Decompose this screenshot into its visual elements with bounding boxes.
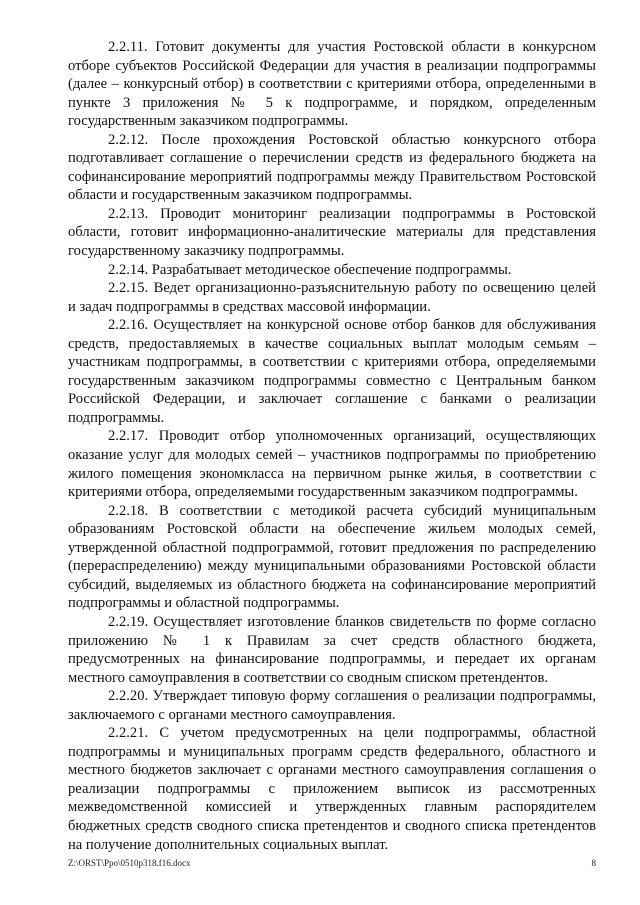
document-body — [68, 38, 596, 854]
paragraph-2-2-21: 2.2.21. С учетом предусмотренных на цели подпрограммы, областной подпрограммы и муниципальных программ средств федерального, областного и местного бюджетов заключает с органами местного самоуправления соглашения о реализации подпрограммы с приложением выписок из рассмотренных межведомственной комиссией и утвержденных главным распорядителем бюджетных средств сводного списка претендентов и сводного списка претендентов на получение дополнительных социальных выплат. — [68, 725, 596, 853]
paragraph-2-2-18: 2.2.18. В соответствии с методикой расчета субсидий муниципальным образованиям Ростовской области на обеспечение жильем молодых семей, утвержденной областной подпрограммой, готовит предложения по распределению (перераспределению) между муниципальными образованиями Ростовской области субсидий, выделяемых из областного бюджета на софинансирование мероприятий подпрограммы и областной подпрограммы. — [68, 502, 596, 612]
paragraph-2-2-12: 2.2.12. После прохождения Ростовской областью конкурсного отбора подготавливает соглашение о перечислении средств из федерального бюджета на софинансирование мероприятий подпрограммы между Правительством Ростовской области и государственным заказчиком подпрограммы. — [68, 131, 596, 204]
paragraph-2-2-11: 2.2.11. Готовит документы для участия Ростовской области в конкурсном отборе субъектов Российской Федерации для участия в реализации подпрограммы (далее – конкурсный отбор) в соответствии с критериями отбора, определенными в пункте 3 приложения № 5 к подпрограмме, и порядком, определенным государственным заказчиком подпрограммы. — [68, 39, 596, 130]
paragraph-2-2-16: 2.2.16. Осуществляет на конкурсной основе отбор банков для обслуживания средств, предоставляемых в качестве социальных выплат молодым семьям – участникам подпрограммы, в соответствии с критериями отбора, определяемыми государственным заказчиком подпрограммы совместно с Центральным банком Российской Федерации, и заключает соглашение с банками о реализации подпрограммы. — [68, 317, 596, 426]
footer-page-number: 8 — [591, 858, 596, 868]
paragraph-2-2-15: 2.2.15. Ведет организационно-разъяснительную работу по освещению целей и задач подпрограммы в средствах массовой информации. — [68, 280, 596, 315]
paragraph-2-2-20: 2.2.20. Утверждает типовую форму соглашения о реализации подпрограммы, заключаемого с органами местного самоуправления. — [68, 688, 596, 723]
paragraph-2-2-17: 2.2.17. Проводит отбор уполномоченных организаций, осуществляющих оказание услуг для молодых семей – участников подпрограммы по приобретению жилого помещения экономкласса на первичном рынке жилья, в соответствии с критериями отбора, определяемыми государственным заказчиком подпрограммы. — [68, 428, 596, 501]
paragraph-2-2-19: 2.2.19. Осуществляет изготовление бланков свидетельств по форме согласно приложению № 1 к Правилам за счет средств областного бюджета, предусмотренных на финансирование подпрограммы, и передает их органам местного самоуправления в соответствии со сводным списком претендентов. — [68, 613, 596, 686]
paragraph-2-2-14: 2.2.14. Разрабатывает методическое обеспечение подпрограммы. — [108, 261, 512, 278]
footer-file-path: Z:\ORST\Ppo\0510p318.f16.docx — [68, 858, 191, 868]
paragraph-2-2-13: 2.2.13. Проводит мониторинг реализации подпрограммы в Ростовской области, готовит информационно-аналитические материалы для представления государственному заказчику подпрограммы. — [68, 205, 596, 260]
